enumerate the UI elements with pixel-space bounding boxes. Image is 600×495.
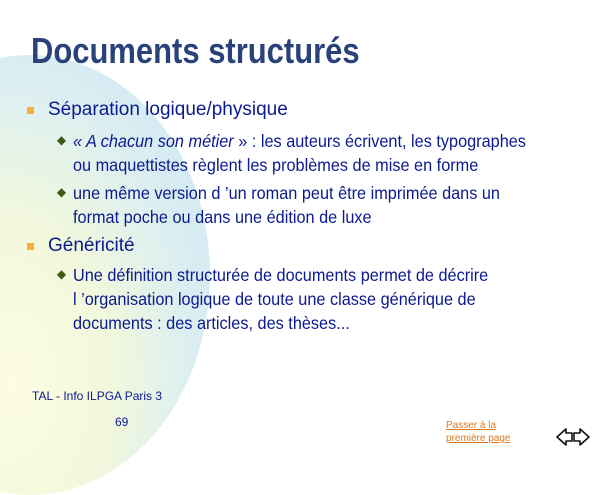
- subitem-text: [73, 129, 526, 177]
- arrows-svg: [556, 427, 590, 447]
- footer-course: TAL - Info ILPGA Paris 3: [32, 389, 163, 403]
- subitem-text: [73, 181, 500, 229]
- subitem-line: ou maquettistes règlent les problèmes de mise en forme: [73, 155, 479, 175]
- diamond-bullet-icon: ◆: [56, 267, 67, 281]
- quote-rest: » : les auteurs écrivent, les typographes: [233, 131, 526, 151]
- diamond-bullet-icon: ◆: [56, 133, 67, 147]
- subitem-line: format poche ou dans une édition de luxe: [73, 207, 372, 227]
- subitem-line: l ’organisation logique de toute une classe générique de: [73, 289, 476, 309]
- section-heading: Généricité: [48, 235, 135, 256]
- subitem-a-chacun: [55, 129, 560, 177]
- subitem-definition: [55, 263, 520, 335]
- square-bullet-icon: [27, 243, 34, 250]
- first-page-link-line2: première page: [446, 433, 511, 444]
- first-page-link[interactable]: [446, 419, 510, 445]
- subitem-text: [73, 263, 488, 335]
- section-heading: Séparation logique/physique: [48, 99, 288, 120]
- diamond-bullet-icon: ◆: [56, 185, 67, 199]
- subitem-line: documents : des articles, des thèses...: [73, 313, 350, 333]
- prev-next-arrows-icon[interactable]: [556, 427, 590, 452]
- slide-title: Documents structurés: [31, 30, 360, 71]
- subitem-meme-version: [55, 181, 532, 229]
- section-genericite: [27, 235, 135, 257]
- subitem-line: une même version d ’un roman peut être imprimée dans un: [73, 183, 501, 203]
- quote-italic: « A chacun son métier: [73, 131, 234, 151]
- section-separation: [27, 99, 288, 121]
- subitem-line: Une définition structurée de documents permet de décrire: [73, 265, 489, 285]
- square-bullet-icon: [27, 107, 34, 114]
- page-number: 69: [115, 415, 129, 429]
- first-page-link-line1: Passer à la: [446, 420, 497, 431]
